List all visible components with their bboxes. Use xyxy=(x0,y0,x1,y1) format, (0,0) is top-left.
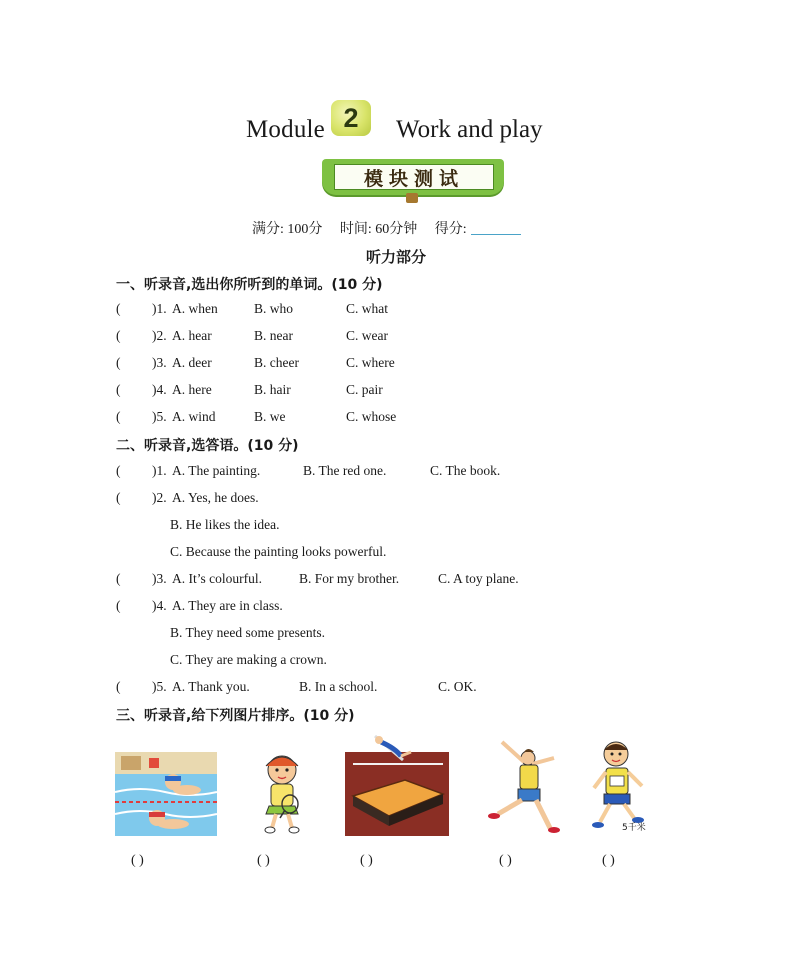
module-name: Work and play xyxy=(396,116,543,143)
s1-question-4: ( )4. A. here B. hair C. pair xyxy=(116,382,383,397)
part-title: 听力部分 xyxy=(366,248,427,266)
picture-answer-blank-1[interactable]: ( ) xyxy=(131,853,144,868)
section1-title: 一、听录音,选出你所听到的单词。(10 分) xyxy=(116,277,383,293)
s2-question-4-option-c: C. They are making a crown. xyxy=(170,652,327,667)
s1-question-1: ( )1. A. when B. who C. what xyxy=(116,301,388,316)
s2-question-1: ( )1. A. The painting. B. The red one. C. The book. xyxy=(116,463,501,478)
s2-question-2-option-b: B. He likes the idea. xyxy=(170,517,280,532)
picture-answer-blank-2[interactable]: ( ) xyxy=(257,853,270,868)
answer-blank[interactable]: ( xyxy=(116,301,121,316)
s2-question-2: ( )2. A. Yes, he does. xyxy=(116,490,259,505)
test-banner xyxy=(318,157,508,203)
answer-blank[interactable]: ( xyxy=(116,382,121,397)
exam-info xyxy=(252,218,535,238)
score-blank[interactable] xyxy=(471,220,521,235)
s2-question-2-option-c: C. Because the painting looks powerful. xyxy=(170,544,387,559)
answer-blank[interactable]: ( xyxy=(116,598,121,613)
answer-blank[interactable]: ( xyxy=(116,328,121,343)
s1-question-3: ( )3. A. deer B. cheer C. where xyxy=(116,355,395,370)
answer-blank[interactable]: ( xyxy=(116,409,121,424)
section2-title: 二、听录音,选答语。(10 分) xyxy=(116,438,299,454)
s2-question-3: ( )3. A. It’s colourful. B. For my brother. C. A toy plane. xyxy=(116,571,519,586)
score-label: 得分: xyxy=(434,222,467,237)
time-limit: 时间: 60分钟 xyxy=(339,222,418,237)
answer-blank[interactable]: ( xyxy=(116,571,121,586)
answer-blank[interactable]: ( xyxy=(116,355,121,370)
module-label: Module xyxy=(246,116,325,143)
distance-label: 5千米 xyxy=(622,823,646,833)
module-number-badge: 2 xyxy=(331,100,371,136)
section3-title: 三、听录音,给下列图片排序。(10 分) xyxy=(116,708,355,724)
s1-question-2: ( )2. A. hear B. near C. wear xyxy=(116,328,388,343)
full-score: 满分: 100分 xyxy=(252,222,323,237)
picture-answer-blank-3[interactable]: ( ) xyxy=(360,853,373,868)
picture-answer-blank-5[interactable]: ( ) xyxy=(602,853,615,868)
badminton-picture xyxy=(252,748,312,834)
s1-question-5: ( )5. A. wind B. we C. whose xyxy=(116,409,397,424)
banner-text: 模块测试 xyxy=(334,164,494,190)
answer-blank[interactable]: ( xyxy=(116,679,121,694)
high-jump-picture xyxy=(345,734,449,836)
s2-question-5: ( )5. A. Thank you. B. In a school. C. OK. xyxy=(116,679,477,694)
banner-peg xyxy=(406,193,418,203)
picture-answer-blank-4[interactable]: ( ) xyxy=(499,853,512,868)
s2-question-4-option-b: B. They need some presents. xyxy=(170,625,325,640)
s2-question-4: ( )4. A. They are in class. xyxy=(116,598,283,613)
swimming-picture xyxy=(115,752,217,836)
answer-blank[interactable]: ( xyxy=(116,463,121,478)
answer-blank[interactable]: ( xyxy=(116,490,121,505)
long-jump-picture xyxy=(484,738,564,836)
